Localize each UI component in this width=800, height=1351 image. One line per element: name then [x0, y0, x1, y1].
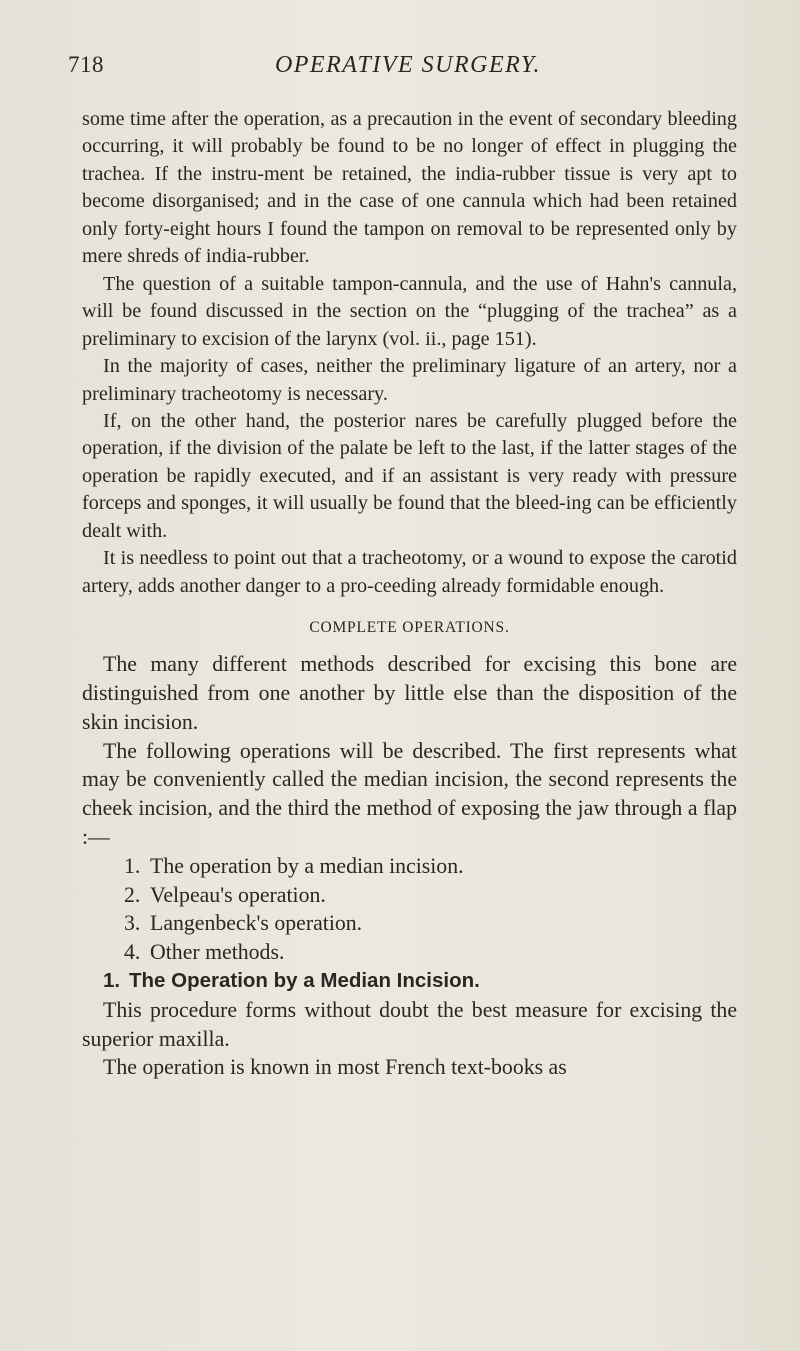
paragraph: The operation is known in most French text-books as [103, 1055, 567, 1080]
list-item [82, 909, 737, 938]
list-item-label: Langenbeck's operation. [150, 911, 363, 936]
paragraph: In the majority of cases, neither the preliminary ligature of an artery, nor a preliminary tracheotomy is necessary. [82, 355, 737, 405]
paragraph: The many different methods described for excising this bone are distinguished from one another by little else than the disposition of the skin incision. [82, 652, 737, 734]
list-item [82, 938, 737, 967]
paragraph: It is needless to point out that a tracheotomy, or a wound to expose the carotid artery, adds another danger to a pro-ceeding already formidable enough. [82, 547, 737, 597]
list-item-label: Other methods. [150, 940, 285, 965]
section-heading: COMPLETE OPERATIONS. [309, 619, 510, 637]
subsection-heading [82, 967, 737, 996]
list-item-label: Velpeau's operation. [150, 882, 326, 907]
list-item-number: 1. [124, 853, 141, 878]
list-item-number: 2. [124, 882, 141, 907]
subsection-title: The Operation by a Median Incision. [129, 968, 480, 992]
operations-list [82, 852, 737, 967]
running-head: OPERATIVE SURGERY. [274, 52, 542, 78]
paragraph: The question of a suitable tampon-cannula, and the use of Hahn's cannula, will be found discussed in the section on the “plugging of the trachea” as a preliminary to excision of the larynx (vol. ii., page 151). [82, 272, 737, 350]
body-text [82, 106, 737, 1082]
page-number: 718 [68, 52, 104, 77]
paragraph: This procedure forms without doubt the best measure for excising the superior maxilla. [82, 997, 737, 1051]
list-item-label: The operation by a median incision. [150, 853, 464, 878]
paragraph: If, on the other hand, the posterior nares be carefully plugged before the operation, if the division of the palate be left to the last, if the latter stages of the operation be rapidly executed, and if an assistant is very ready with pressure forceps and sponges, it will usually be found that the bleed-ing can be efficiently dealt with. [82, 409, 737, 542]
list-item [82, 852, 737, 881]
subsection-number: 1. [103, 968, 121, 992]
paragraph: The following operations will be described. The first represents what may be conveniently called the median incision, the second represents the cheek incision, and the third the method of exposing the jaw through a flap :— [82, 738, 737, 849]
paragraph: some time after the operation, as a precaution in the event of secondary bleeding occurring, it will probably be found to be no longer of effect in plugging the trachea. If the instru-ment be retained, the india-rubber tissue is very apt to become disorganised; and in the case of one cannula which had been retained only forty-eight hours I found the tampon on removal to be represented only by mere shreds of india-rubber. [82, 108, 737, 268]
list-item [82, 881, 737, 910]
page-header [68, 52, 748, 86]
list-item-number: 3. [124, 911, 141, 936]
list-item-number: 4. [124, 940, 141, 965]
